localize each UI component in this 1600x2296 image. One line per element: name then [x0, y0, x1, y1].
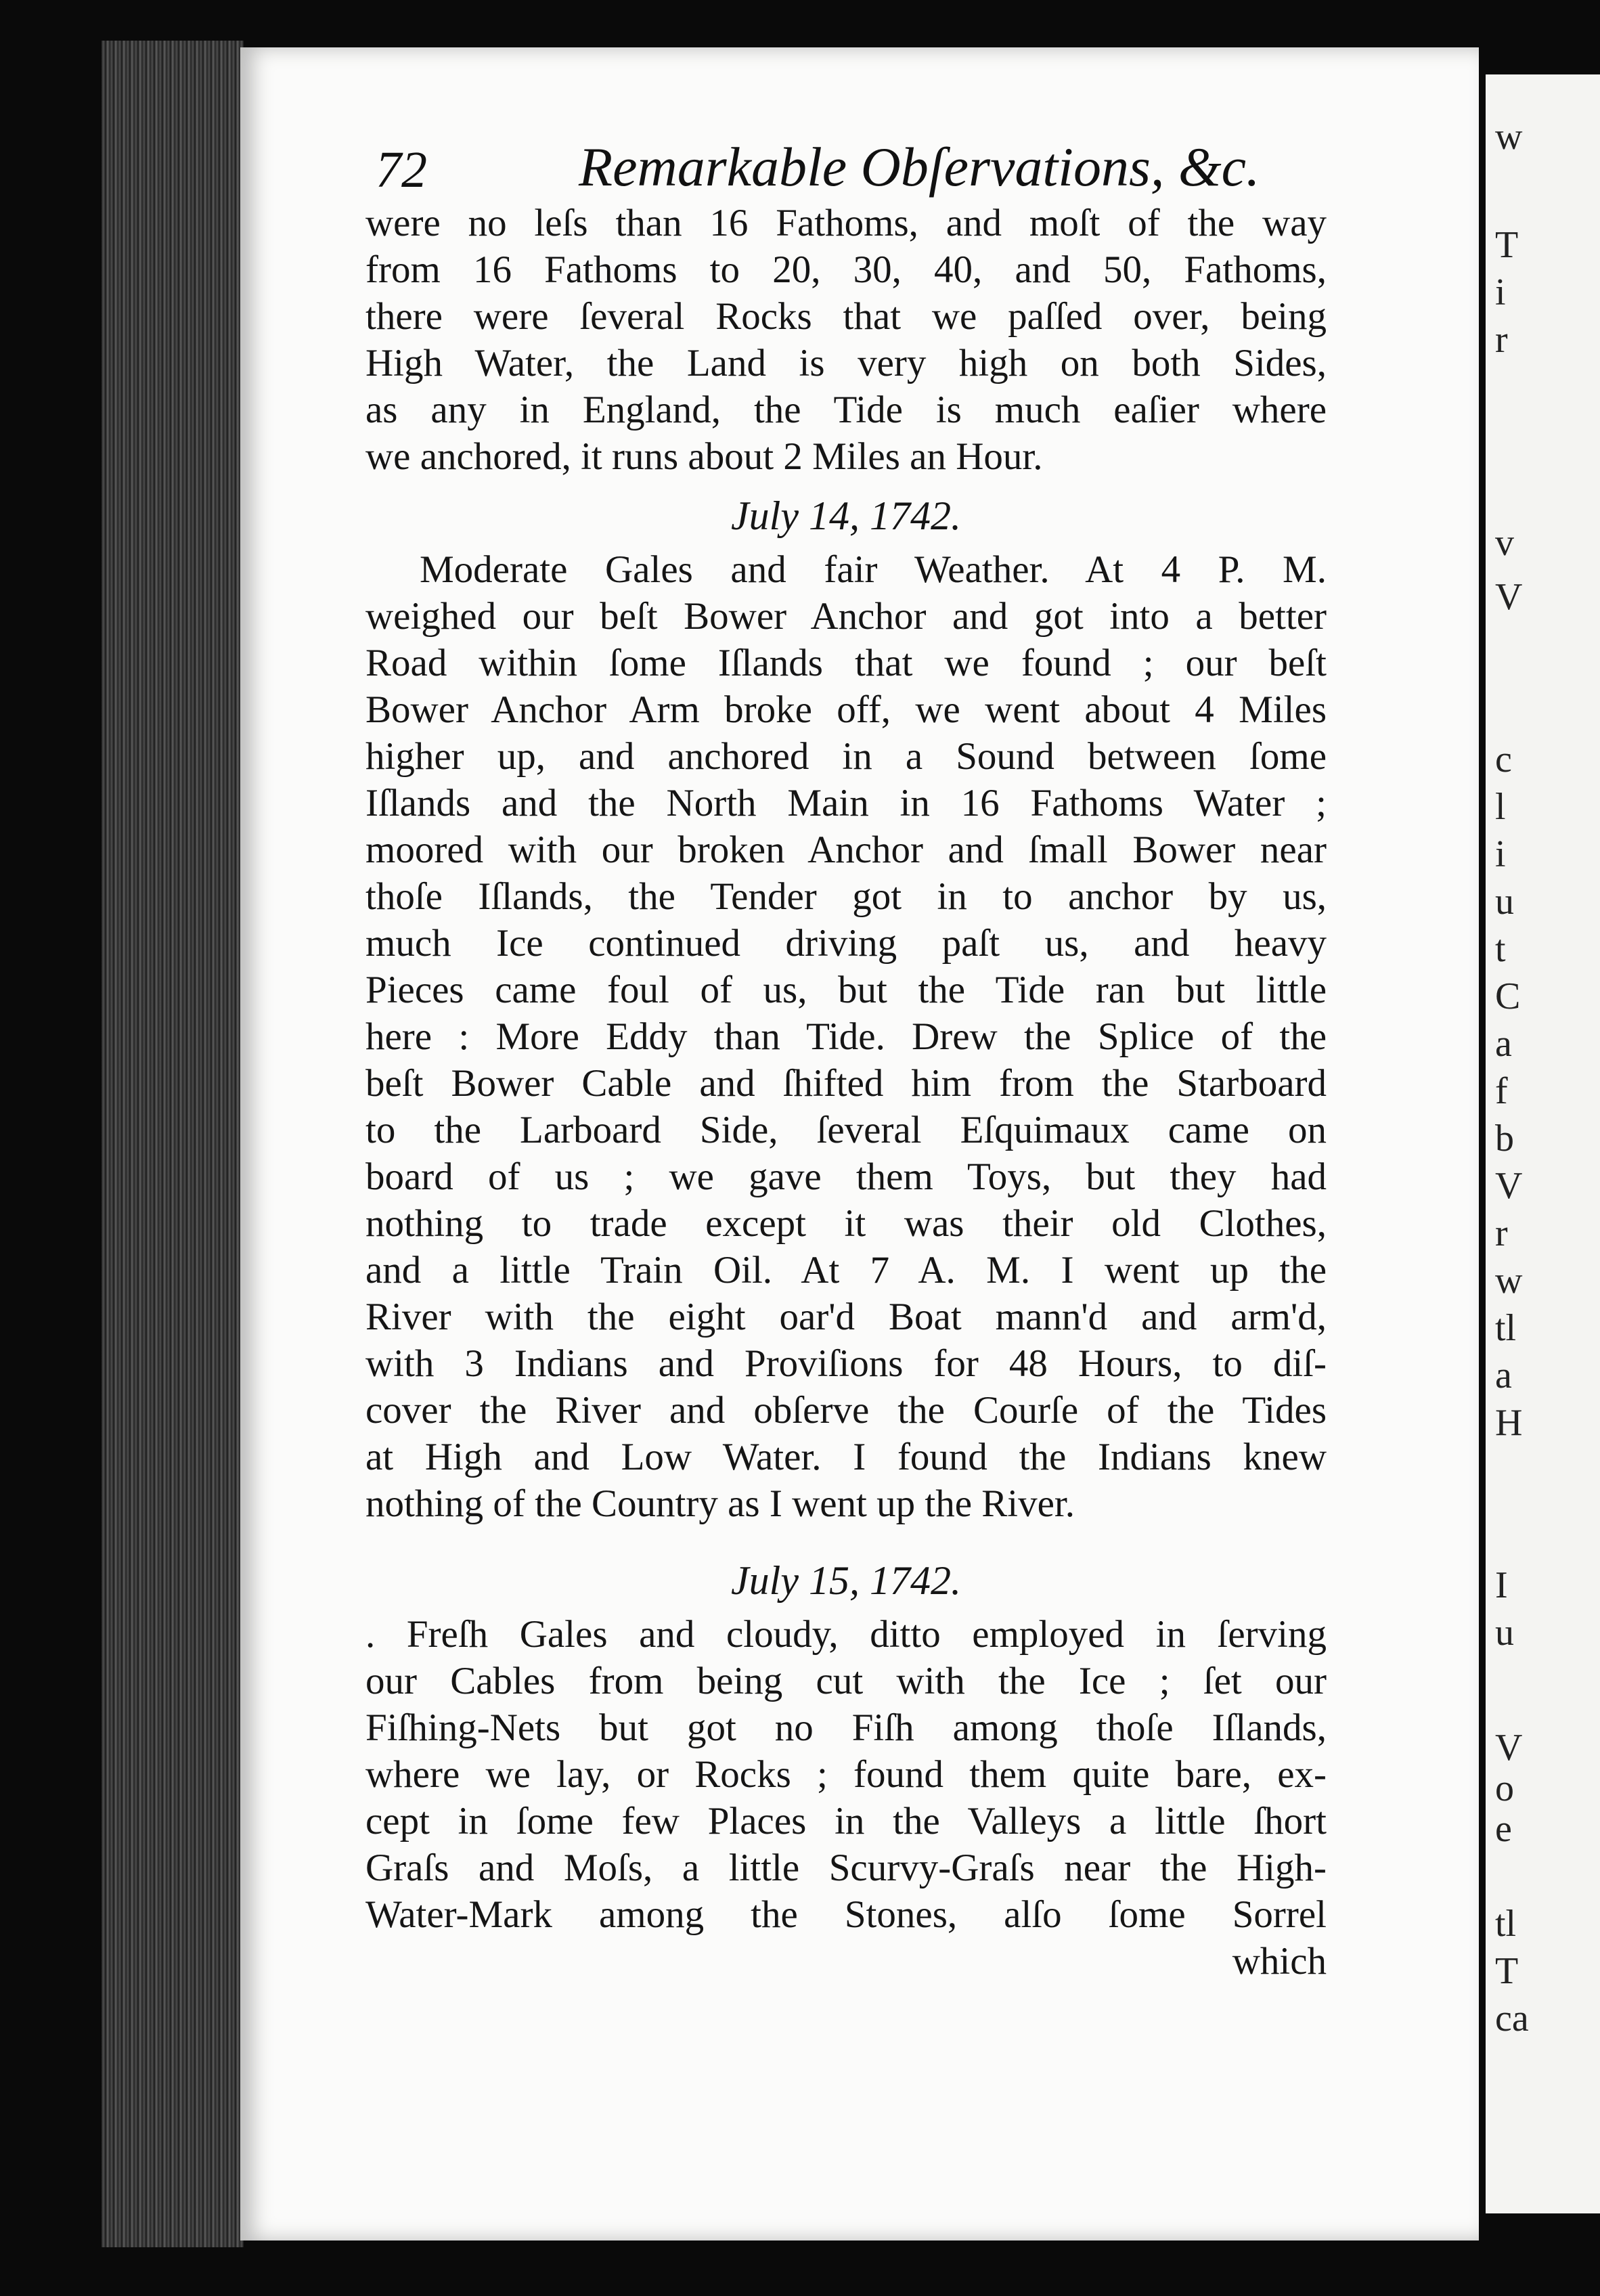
page-number: 72 [376, 141, 427, 198]
text-line: Pieces came foul of us, but the Tide ran but little [365, 969, 1327, 1011]
text-line: Water-Mark among the Stones, alſo ſome Sorrel [365, 1893, 1327, 1936]
text-line: our Cables from being cut with the Ice ; ſet our [365, 1660, 1327, 1702]
facing-fragment: T [1495, 224, 1519, 266]
text-line: Moderate Gales and fair Weather. At 4 P. M. [420, 548, 1327, 591]
facing-fragment: a [1495, 1354, 1512, 1396]
spacer [365, 1527, 1327, 1545]
facing-fragment: i [1495, 833, 1506, 875]
text-line: River with the eight oar'd Boat mann'd and arm'd, [365, 1296, 1327, 1338]
facing-fragment: w [1495, 116, 1523, 158]
text-line: Bower Anchor Arm broke off, we went about 4 Miles [365, 688, 1327, 731]
facing-fragment: tl [1495, 1903, 1517, 1945]
text-line: weighed our beſt Bower Anchor and got into a better [365, 595, 1327, 638]
text-line: . Freſh Gales and cloudy, ditto employed in ſerving [365, 1613, 1327, 1656]
text-line: moored with our broken Anchor and ſmall Bower near [365, 829, 1327, 871]
text-line: higher up, and anchored in a Sound between ſome [365, 735, 1327, 778]
running-head: Remarkable Obſervations, &c. [579, 136, 1260, 198]
facing-fragment: u [1495, 881, 1514, 923]
text-line: where we lay, or Rocks ; found them quite bare, ex- [365, 1753, 1327, 1796]
date-heading: July 15, 1742. [731, 1558, 961, 1603]
facing-fragment: r [1495, 1212, 1508, 1254]
facing-fragment: o [1495, 1767, 1514, 1809]
facing-fragment: V [1495, 1165, 1523, 1207]
text-line: Fiſhing-Nets but got no Fiſh among thoſe Iſlands, [365, 1706, 1327, 1749]
facing-page [1486, 74, 1600, 2213]
text-line: nothing to trade except it was their old Clothes, [365, 1202, 1327, 1245]
text-line: as any in England, the Tide is much eaſier where [365, 389, 1327, 431]
text-line: Road within ſome Iſlands that we found ; our beſt [365, 642, 1327, 684]
facing-fragment: I [1495, 1564, 1508, 1606]
text-line: thoſe Iſlands, the Tender got in to anchor by us, [365, 875, 1327, 918]
facing-fragment: l [1495, 786, 1506, 828]
facing-fragment: T [1495, 1950, 1519, 1992]
text-line: were no leſs than 16 Fathoms, and moſt of the way [365, 202, 1327, 244]
date-heading: July 14, 1742. [731, 493, 961, 538]
text-line: High Water, the Land is very high on both Sides, [365, 342, 1327, 384]
facing-fragment: V [1495, 1727, 1523, 1769]
facing-fragment: i [1495, 271, 1506, 313]
text-line: here : More Eddy than Tide. Drew the Splice of the [365, 1015, 1327, 1058]
text-line: cept in ſome few Places in the Valleys a little ſhort [365, 1800, 1327, 1842]
text-line: we anchored, it runs about 2 Miles an Hour. [365, 435, 1043, 478]
page-header [376, 135, 1310, 210]
facing-fragment: e [1495, 1808, 1512, 1850]
facing-fragment: H [1495, 1402, 1523, 1444]
facing-fragment: w [1495, 1260, 1523, 1302]
facing-fragment: u [1495, 1612, 1514, 1654]
facing-fragment: v [1495, 522, 1514, 564]
text-line: nothing of the Country as I went up the River. [365, 1482, 1075, 1525]
catchword: which [1232, 1940, 1327, 1983]
facing-fragment: c [1495, 738, 1512, 780]
facing-fragment: b [1495, 1118, 1514, 1160]
facing-fragment: ca [1495, 1997, 1529, 2039]
facing-fragment: a [1495, 1023, 1512, 1065]
text-line: from 16 Fathoms to 20, 30, 40, and 50, Fathoms, [365, 248, 1327, 291]
facing-fragment: tl [1495, 1307, 1517, 1349]
text-line: board of us ; we gave them Toys, but they had [365, 1155, 1327, 1198]
text-line: and a little Train Oil. At 7 A. M. I went up the [365, 1249, 1327, 1292]
text-line: cover the River and obſerve the Courſe of the Tides [365, 1389, 1327, 1432]
text-line: beſt Bower Cable and ſhifted him from the Starboard [365, 1062, 1327, 1105]
facing-fragment: t [1495, 928, 1506, 970]
text-line: at High and Low Water. I found the Indians knew [365, 1436, 1327, 1478]
text-line: much Ice continued driving paſt us, and heavy [365, 922, 1327, 965]
text-line: with 3 Indians and Proviſions for 48 Hours, to diſ- [365, 1342, 1327, 1385]
text-line: Iſlands and the North Main in 16 Fathoms Water ; [365, 782, 1327, 824]
page-edges [102, 41, 244, 2247]
facing-fragment: f [1495, 1070, 1508, 1112]
text-line: to the Larboard Side, ſeveral Eſquimaux came on [365, 1109, 1327, 1151]
facing-fragment: C [1495, 975, 1521, 1017]
text-line: Graſs and Moſs, a little Scurvy-Graſs near the High- [365, 1847, 1327, 1889]
facing-fragment: V [1495, 576, 1523, 618]
text-line: there were ſeveral Rocks that we paſſed over, being [365, 295, 1327, 338]
body-text [365, 200, 1327, 1985]
facing-fragment: r [1495, 319, 1508, 361]
